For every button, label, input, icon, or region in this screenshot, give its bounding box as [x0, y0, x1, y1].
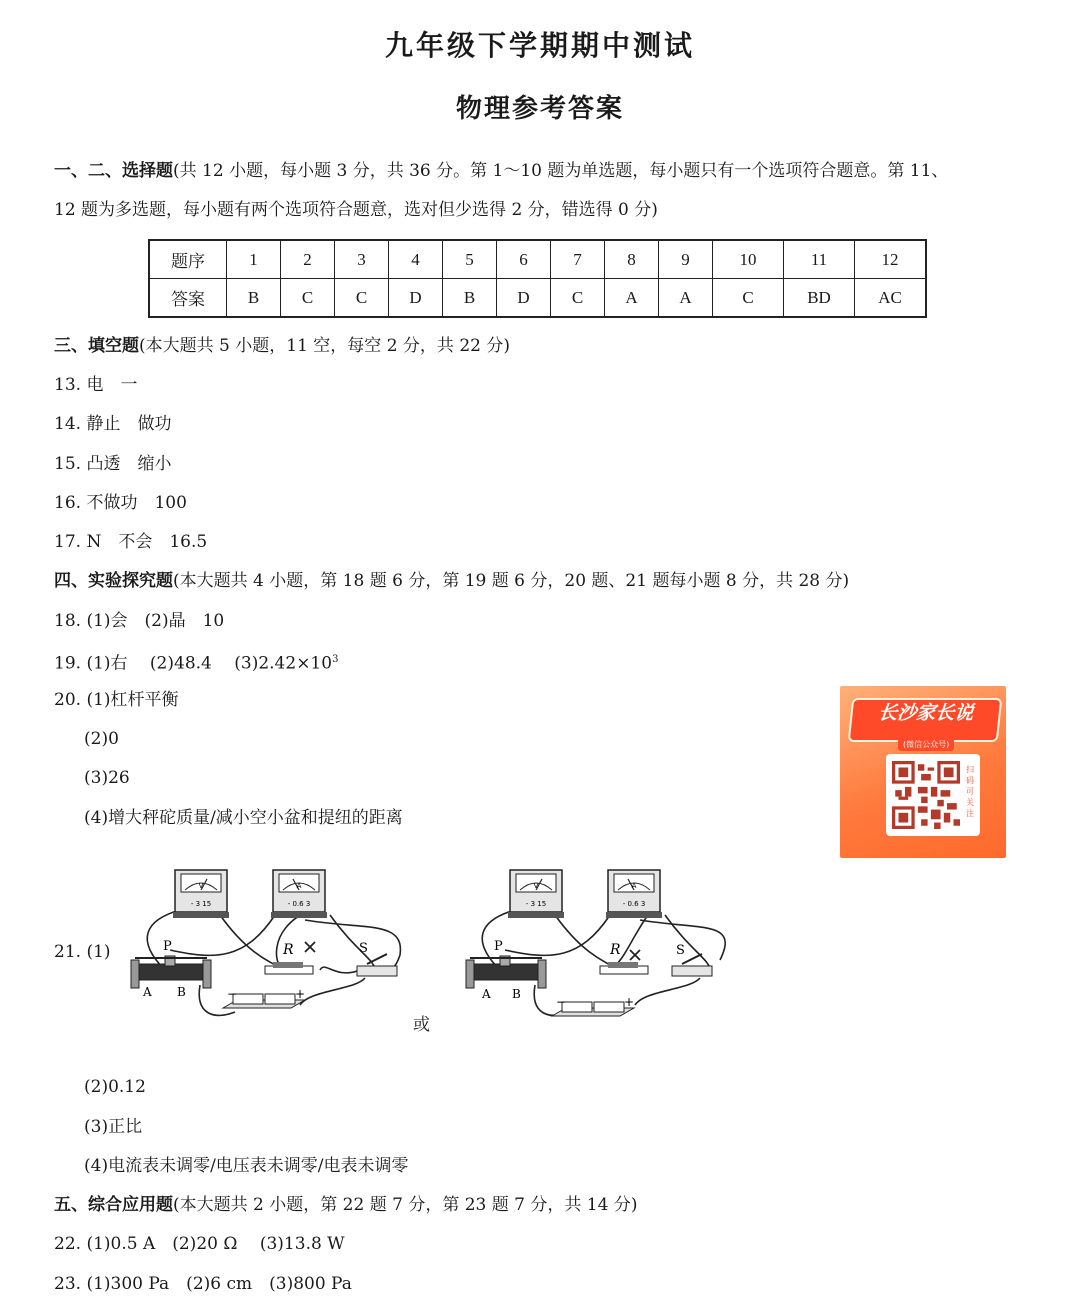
table-cell: C: [335, 279, 389, 318]
answer-line: (2)0.12: [84, 1077, 146, 1097]
q19-text: 19. (1)右 (2)48.4 (3)2.42×10: [54, 653, 333, 674]
wire: [220, 915, 285, 970]
table-cell: D: [389, 279, 443, 318]
answer-line: (3)26: [84, 768, 130, 788]
end-a-label: A: [482, 987, 491, 1001]
slider-label: P: [494, 939, 503, 954]
table-cell: 8: [605, 240, 659, 279]
wire: [635, 978, 700, 1005]
wire: [300, 978, 365, 1005]
ammeter-icon: [606, 870, 662, 918]
table-header-cell: 题序: [149, 240, 227, 279]
voltmeter-label: V: [198, 882, 204, 890]
table-cell: B: [443, 279, 497, 318]
section3-header: [54, 335, 510, 357]
ammeter-icon: [271, 870, 327, 918]
plus-label: +: [295, 987, 306, 1001]
table-cell: 10: [713, 240, 784, 279]
section1-note: (共 12 小题，每小题 3 分，共 36 分。第 1～10 题为单选题，每小题只有一个选项符合题意。第 11、: [173, 161, 949, 181]
table-cell: C: [551, 279, 605, 318]
qr-code-icon: [892, 760, 960, 830]
table-cell: 1: [227, 240, 281, 279]
end-b-label: B: [512, 987, 521, 1001]
section4-header: [54, 570, 849, 592]
voltmeter-terminals: - 3 15: [190, 900, 212, 908]
voltmeter-terminals: - 3 15: [525, 900, 547, 908]
minus-label: −: [556, 995, 567, 1009]
answer-line: 18. (1)会 (2)晶 10: [54, 611, 225, 631]
table-cell: 5: [443, 240, 497, 279]
table-cell: 6: [497, 240, 551, 279]
section4-heading: 四、实验探究题: [54, 571, 173, 591]
wire: [305, 920, 400, 972]
answer-line: 17. N 不会 16.5: [54, 532, 208, 552]
end-a-label: A: [143, 985, 152, 999]
qr-badge-title: 长沙家长说: [848, 698, 1003, 742]
battery-icon: [552, 995, 634, 1016]
answer-line: 22. (1)0.5 A (2)20 Ω (3)13.8 W: [54, 1234, 345, 1254]
answer-line: (2)0: [84, 729, 119, 749]
answer-line: 14. 静止 做功: [54, 414, 172, 434]
answer-line: [54, 649, 338, 675]
ammeter-label: A: [296, 882, 302, 890]
table-cell: 12: [855, 240, 927, 279]
table-cell: 9: [659, 240, 713, 279]
table-cell: 7: [551, 240, 605, 279]
plus-label: +: [624, 995, 635, 1009]
answer-table: [148, 239, 927, 318]
qr-card: [886, 754, 980, 836]
table-cell: 2: [281, 240, 335, 279]
section3-heading: 三、填空题: [54, 336, 139, 356]
table-cell: 11: [784, 240, 855, 279]
voltmeter-icon: [173, 870, 229, 918]
resistor-label: R: [283, 942, 294, 958]
table-cell: B: [227, 279, 281, 318]
resistor-icon: [600, 942, 648, 974]
table-row: [149, 279, 926, 318]
table-cell: A: [605, 279, 659, 318]
voltmeter-icon: [508, 870, 564, 918]
ammeter-terminals: - 0.6 3: [622, 900, 646, 908]
answer-line: 16. 不做功 100: [54, 493, 187, 513]
wire: [320, 967, 360, 973]
or-text: 或: [413, 1015, 430, 1035]
section4-note: (本大题共 4 小题，第 18 题 6 分，第 19 题 6 分，20 题、21 题每小题 8 分，共 28 分): [173, 571, 850, 591]
circuit-diagram-2: [460, 860, 760, 1030]
table-cell: C: [281, 279, 335, 318]
switch-label: S: [359, 941, 368, 956]
section5-note: (本大题共 2 小题，第 22 题 7 分，第 23 题 7 分，共 14 分): [173, 1195, 638, 1215]
resistor-icon: [265, 942, 315, 974]
qr-badge-side-text: 扫码可关注: [966, 765, 974, 818]
answer-line: (4)电流表未调零/电压表未调零/电表未调零: [84, 1156, 409, 1176]
section5-header: [54, 1194, 637, 1216]
page-subtitle: 物理参考答案: [455, 94, 624, 124]
qr-badge-subtitle: (微信公众号): [898, 738, 954, 751]
table-cell: A: [659, 279, 713, 318]
table-cell: 3: [335, 240, 389, 279]
switch-label: S: [676, 943, 685, 958]
q19-exponent: 3: [332, 654, 339, 665]
answer-line: 23. (1)300 Pa (2)6 cm (3)800 Pa: [54, 1274, 352, 1294]
minus-label: −: [227, 987, 238, 1001]
table-header-cell: 答案: [149, 279, 227, 318]
table-row: [149, 240, 926, 279]
wire: [505, 915, 610, 955]
table-cell: C: [713, 279, 784, 318]
circuit-diagram-1: [125, 860, 425, 1030]
section1-header: [54, 160, 948, 182]
answer-line: 13. 电 一: [54, 375, 138, 395]
page-title: 九年级下学期期中测试: [384, 29, 695, 62]
switch-icon: [357, 941, 397, 976]
answer-line: (3)正比: [84, 1117, 143, 1137]
qr-badge[interactable]: [840, 686, 1006, 858]
answer-line: (4)增大秤砣质量/减小空小盆和提纽的距离: [84, 808, 403, 828]
section1-heading: 一、二、选择题: [54, 161, 173, 181]
wire: [170, 915, 275, 955]
battery-icon: [223, 987, 305, 1008]
table-cell: D: [497, 279, 551, 318]
answer-line: 20. (1)杠杆平衡: [54, 690, 179, 710]
wire: [276, 910, 310, 970]
slider-label: P: [163, 939, 172, 954]
resistor-label: R: [610, 942, 621, 958]
ammeter-label: A: [631, 882, 637, 890]
end-b-label: B: [177, 985, 186, 999]
answer-line: 15. 凸透 缩小: [54, 454, 172, 474]
voltmeter-label: V: [533, 882, 539, 890]
section1-note-cont: 12 题为多选题，每小题有两个选项符合题意，选对但少选得 2 分，错选得 0 分): [54, 200, 658, 220]
table-cell: BD: [784, 279, 855, 318]
answer-line: 21. (1): [54, 942, 111, 962]
ammeter-terminals: - 0.6 3: [287, 900, 311, 908]
table-cell: AC: [855, 279, 927, 318]
section5-heading: 五、综合应用题: [54, 1195, 173, 1215]
table-cell: 4: [389, 240, 443, 279]
section3-note: (本大题共 5 小题，11 空，每空 2 分，共 22 分): [139, 336, 510, 356]
